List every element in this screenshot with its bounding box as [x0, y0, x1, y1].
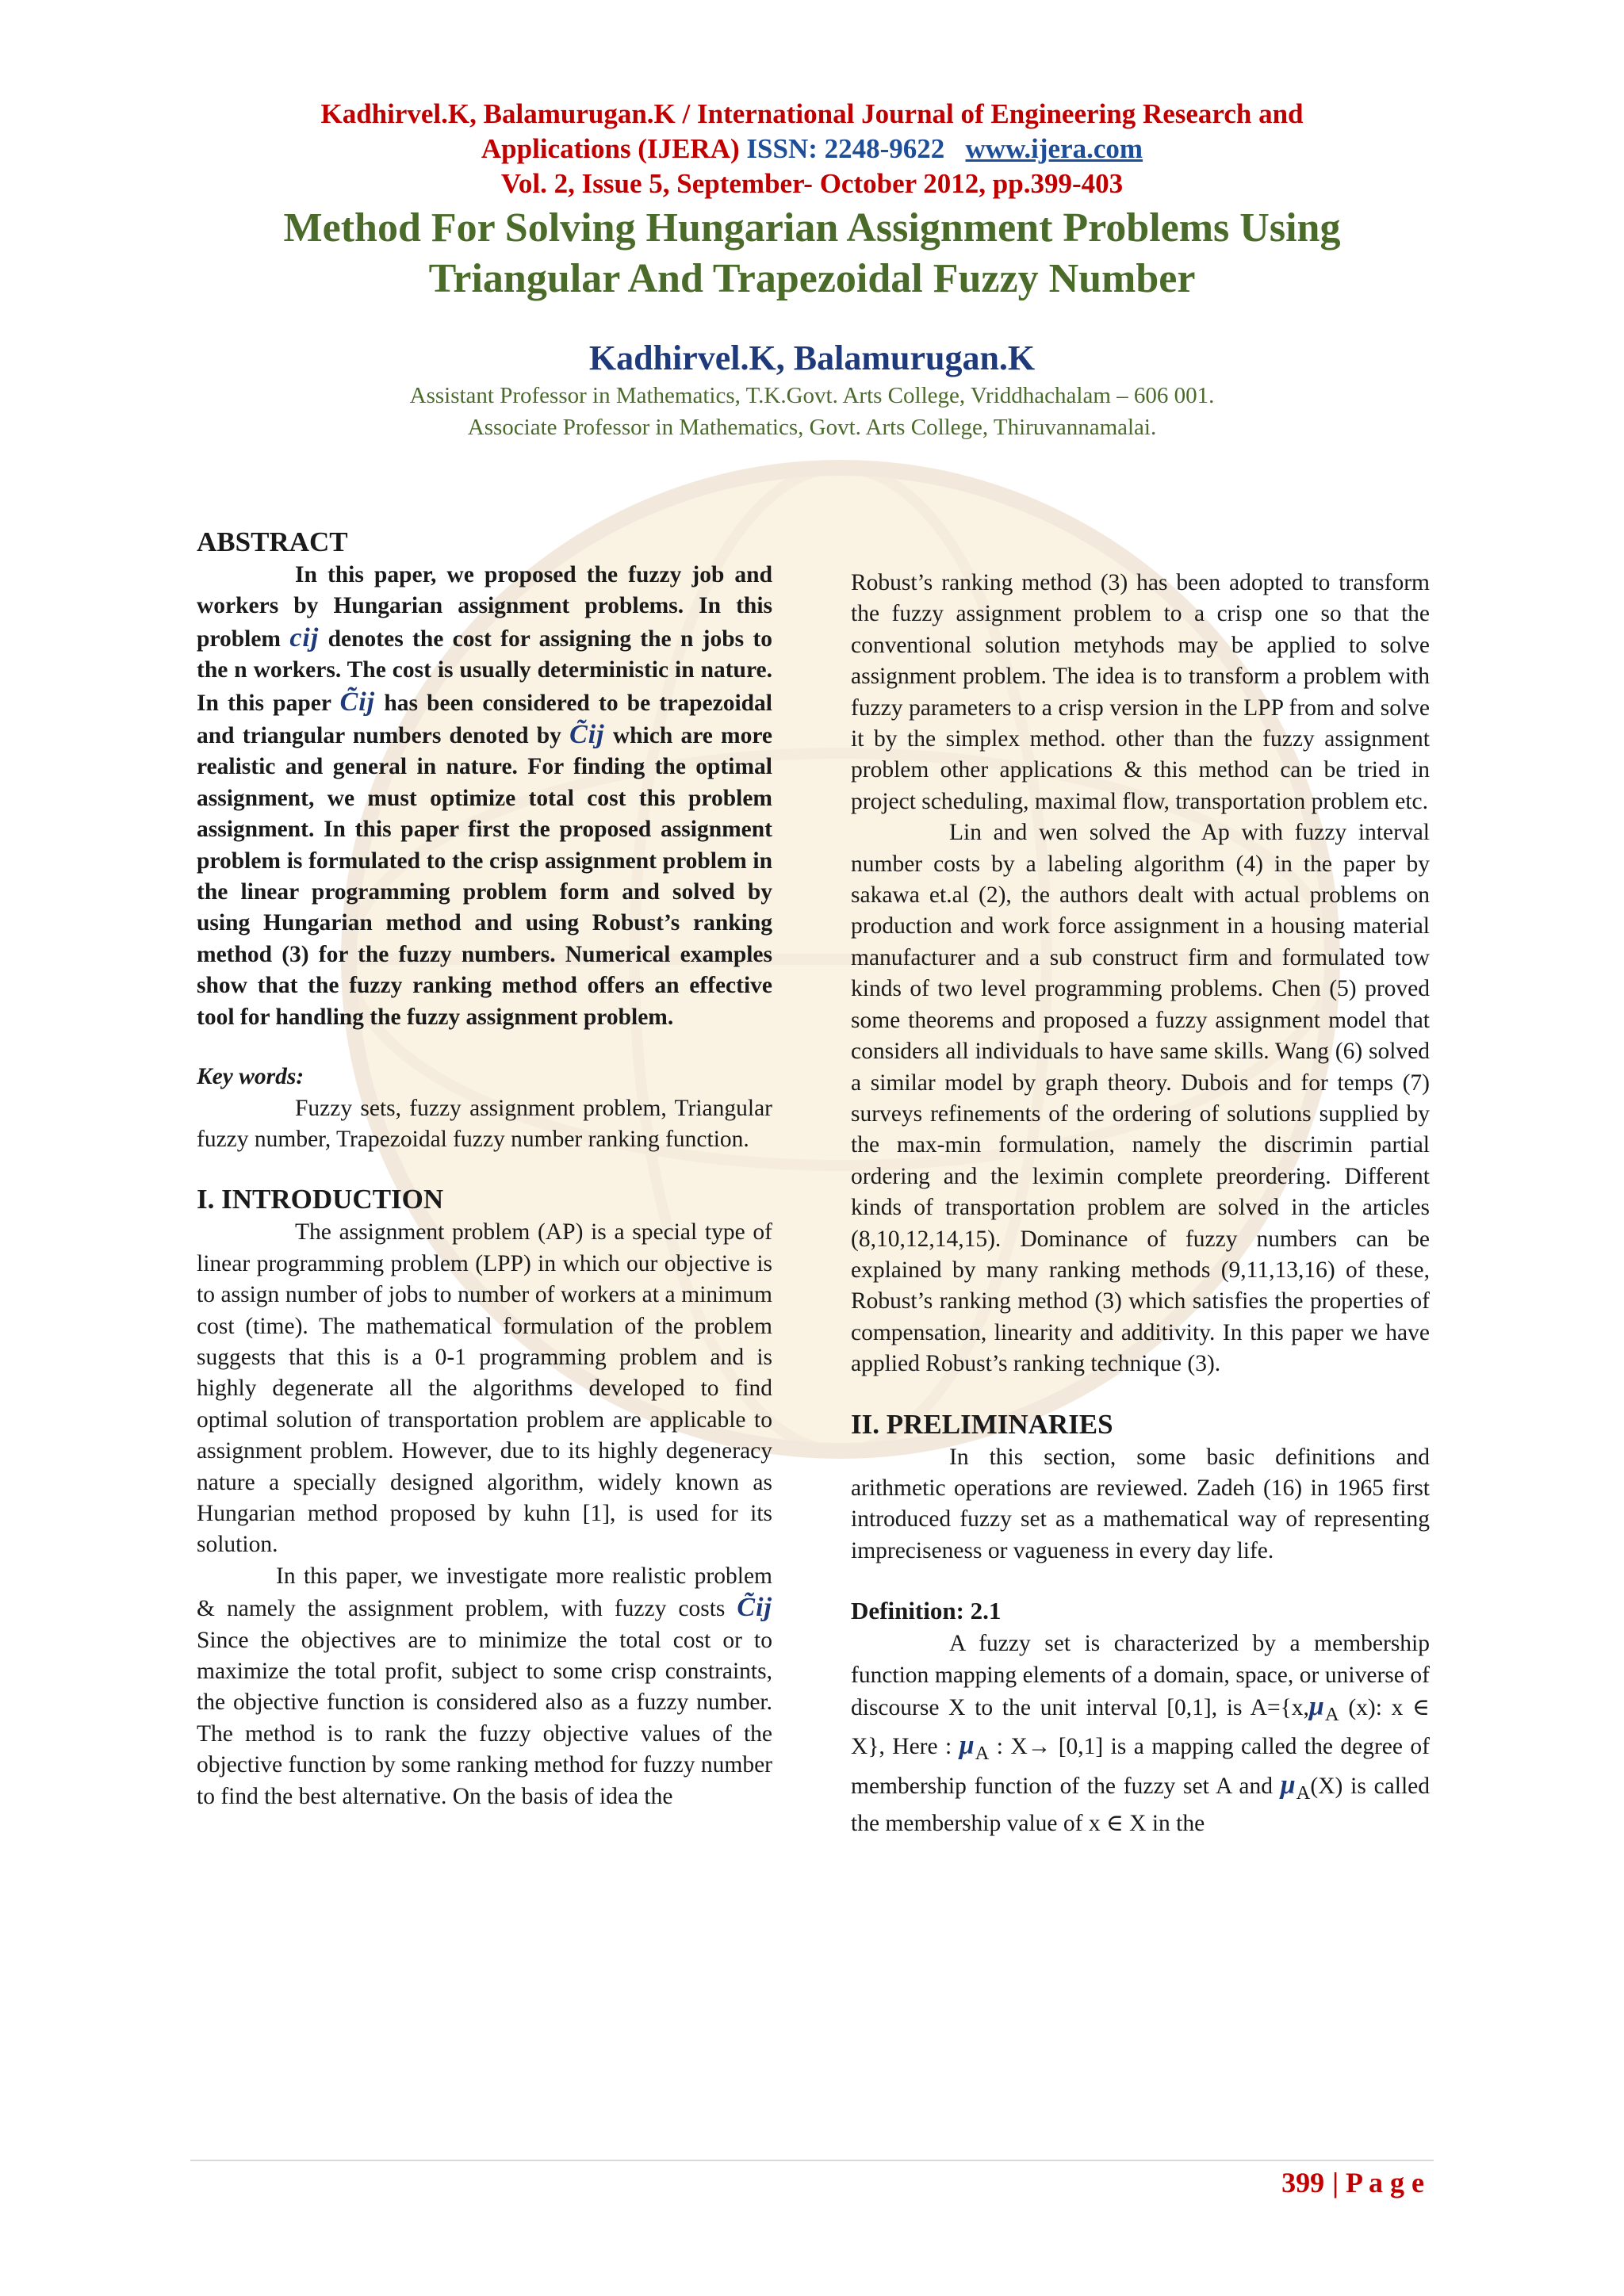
left-column	[197, 525, 772, 1812]
mu-symbol: μ	[1280, 1770, 1297, 1800]
page-number	[1281, 2166, 1424, 2199]
cij-tilde-symbol: C̃ij	[339, 687, 376, 717]
definition-part2: (x): x ∈ X}, Here :	[851, 1695, 1430, 1760]
cij-tilde-symbol: C̃ij	[569, 720, 605, 750]
authors: Kadhirvel.K, Balamurugan.K	[588, 339, 1036, 377]
abstract-part3: has been considered to be trapezoidal and triangular numbers denoted by	[197, 690, 772, 749]
preliminaries-paragraph: In this section, some basic definitions and arithmetic operations are reviewed. Zadeh (16) in 1965 first introduced fuzzy set as a mathematical way of representing impreciseness or vagueness in every day life.	[851, 1444, 1430, 1563]
intro-paragraph-4: Lin and wen solved the Ap with fuzzy interval number costs by a labeling algorithm (4) in the paper by sakawa et.al (2), the authors dealt with actual problems on production and work force assignment in a housing material manufacturer and a sub construct firm and formulated tow kinds of two level programming problems. Chen (5) proved some theorems and proposed a fuzzy assignment model that considers all individuals to have same skills. Wang (6) solved a similar model by graph theory. Dubois and for temps (7) surveys refinements of the ordering of solutions supplied by the max-min formulation, namely the discrimin partial ordering and the leximin complete preordering. Different kinds of transportation problem are solved in the articles (8,10,12,14,15). Dominance of fuzzy numbers can be explained by many ranking methods (9,11,13,16) of these, Robust’s ranking method (3) which satisfies the properties of compensation, linearity and additivity. In this paper we have applied Robust’s ranking technique (3).	[851, 820, 1430, 1377]
right-column	[851, 568, 1430, 1839]
abstract-part1: In this paper, we proposed the fuzzy job and workers by Hungarian assignment problems. In this problem	[197, 562, 772, 652]
preliminaries-heading: II. PRELIMINARIES	[851, 1408, 1113, 1440]
affiliation-1: Assistant Professor in Mathematics, T.K.Govt. Arts College, Vriddhachalam – 606 001.	[409, 383, 1215, 408]
mu-symbol: μ	[959, 1731, 975, 1761]
paper-title	[0, 203, 1624, 304]
abstract-part4: which are more realistic and general in nature. For finding the optimal assignment, we must optimize total cost this problem assignment. In this paper first the proposed assignment problem is formulated to the crisp assignment problem in the linear programming problem form and solved by using Hungarian method and using Robust’s ranking method (3) for the fuzzy numbers. Numerical examples show that the fuzzy ranking method offers an effective tool for handling the fuzzy assignment problem.	[197, 723, 773, 1030]
definition-heading: Definition: 2.1	[851, 1597, 1002, 1625]
cij-symbol: cij	[289, 622, 320, 652]
mu-subscript: A	[975, 1743, 990, 1765]
mu-subscript: A	[1296, 1781, 1311, 1804]
intro-paragraph-3: Robust’s ranking method (3) has been adopted to transform the fuzzy assignment problem to a crisp one so that the conventional solution metyhods may be applied to solve assignment problem. The idea is to transform a problem with fuzzy parameters to a crisp version in the LPP from and solve it by the simplex method. other than the fuzzy assignment problem other applications & this method can be tried in project scheduling, maximal flow, transportation problem etc.	[851, 570, 1430, 814]
page-label: | P a g e	[1332, 2167, 1424, 2198]
definition-text	[851, 1628, 1430, 1839]
intro-paragraph-2	[197, 1561, 772, 1812]
affiliation-2: Associate Professor in Mathematics, Govt. Arts College, Thiruvannamalai.	[467, 415, 1157, 440]
keywords-text: Fuzzy sets, fuzzy assignment problem, Triangular fuzzy number, Trapezoidal fuzzy number ranking function.	[197, 1095, 772, 1152]
title-line2: Triangular And Trapezoidal Fuzzy Number	[428, 256, 1196, 301]
intro-p2-part1: In this paper, we investigate more realistic problem & namely the assignment problem, with fuzzy costs	[197, 1563, 772, 1622]
intro-p2-part2: Since the objectives are to minimize the total cost or to maximize the total profit, subject to some crisp constraints, the objective function is considered also as a fuzzy number. The method is to rank the fuzzy objective values of the objective function by some ranking method for fuzzy number to find the best alternative. On the basis of idea the	[197, 1627, 772, 1809]
journal-link[interactable]: www.ijera.com	[965, 133, 1143, 164]
cij-tilde-symbol: C̃ij	[737, 1593, 772, 1623]
definition-part1: A fuzzy set is characterized by a membership function mapping elements of a domain, space, or universe of discourse X to the unit interval [0,1], is A={x,	[851, 1631, 1430, 1720]
introduction-heading: I. INTRODUCTION	[197, 1184, 444, 1215]
mu-symbol: μ	[1308, 1692, 1325, 1721]
page-number-value: 399	[1281, 2167, 1325, 2198]
definition-part3: : X→ [0,1] is a mapping called the degree of membership function of the fuzzy set A and	[851, 1734, 1430, 1799]
running-header-line2	[0, 132, 1624, 166]
abstract-text	[197, 560, 772, 1033]
abstract-part2: denotes the cost for assigning the n jobs to the n workers. The cost is usually deterministic in nature. In this paper	[197, 626, 773, 716]
footer-divider	[190, 2160, 1434, 2161]
title-line1: Method For Solving Hungarian Assignment Problems Using	[283, 205, 1341, 251]
intro-paragraph-1: The assignment problem (AP) is a special type of linear programming problem (LPP) in which our objective is to assign number of jobs to number of workers at a minimum cost (time). The mathematical formulation of the problem suggests that this is a 0-1 programming problem and is highly degenerate all the algorithms developed to find optimal solution of transportation problem are applicable to assignment problem. However, due to its highly degeneracy nature a specially designed algorithm, widely known as Hungarian method proposed by kuhn [1], is used for its solution.	[197, 1219, 772, 1558]
running-header-line3: Vol. 2, Issue 5, September- October 2012, pp.399-403	[500, 168, 1124, 199]
abstract-heading: ABSTRACT	[197, 526, 348, 557]
running-header-line1: Kadhirvel.K, Balamurugan.K / International Journal of Engineering Research and	[320, 98, 1304, 129]
mu-subscript: A	[1324, 1703, 1339, 1725]
definition-part4: (X) is called the membership value of x ∈ X in the	[851, 1773, 1430, 1836]
journal-abbrev: Applications (IJERA)	[481, 133, 740, 164]
issn: ISSN: 2248-9622	[746, 133, 945, 164]
keywords-heading: Key words:	[197, 1064, 304, 1090]
